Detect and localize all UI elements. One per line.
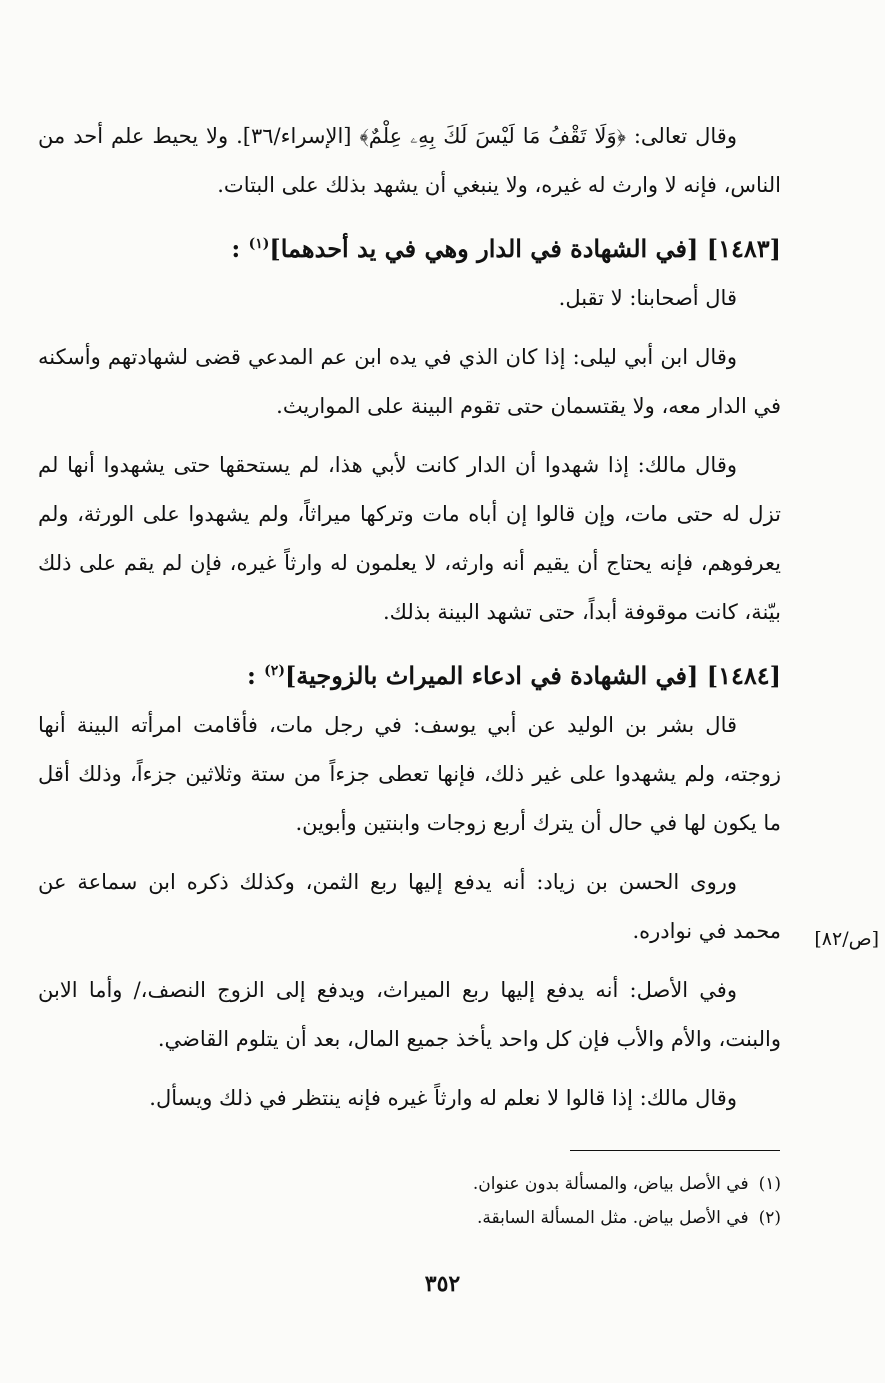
paragraph-ibn-abi-layla: وقال ابن أبي ليلى: إذا كان الذي في يده ابن عم المدعي قضى لشهادتهم وأسكنه في الدار معه، ولا يقتسمان حتى تقوم البينة على المواريث.	[38, 345, 781, 418]
main-text	[38, 112, 781, 1123]
paragraph-ashabuna: قال أصحابنا: لا تقبل.	[558, 286, 737, 310]
footnote-text: في الأصل بياض، والمسألة بدون عنوان.	[472, 1174, 749, 1194]
paragraph-hasan: وروى الحسن بن زياد: أنه يدفع إليها ربع الثمن، وكذلك ذكره ابن سماعة عن محمد في نوادره.	[38, 870, 781, 943]
paragraph-asl: وفي الأصل: أنه يدفع إليها ربع الميراث، ويدفع إلى الزوج النصف،/ وأما الابن والبنت، والأم والأب فإن كل واحد يأخذ جميع المال، بعد أن يتلوم القاضي.	[38, 978, 781, 1051]
margin-page-reference: [ص/٨٢]	[814, 928, 879, 950]
heading-colon: :	[246, 661, 256, 690]
footnote-marker-2: (٢)	[264, 663, 285, 679]
footnote-item	[473, 1201, 781, 1235]
paragraph-quran-quote: وقال تعالى: ﴿وَلَا تَقْفُ مَا لَيْسَ لَكَ بِهِۦ عِلْمٌ﴾ [الإسراء/٣٦]. ولا يحيط علم أحد من الناس، فإنه لا وارث له غيره، ولا ينبغي أن يشهد بذلك على البتات.	[38, 124, 781, 197]
paragraph-malik-2: وقال مالك: إذا قالوا لا نعلم له وارثاً غيره فإنه ينتظر في ذلك ويسأل.	[149, 1086, 737, 1110]
section-heading-1483	[38, 224, 781, 274]
paragraph-bishr: قال بشر بن الوليد عن أبي يوسف: في رجل مات، فأقامت امرأته البينة أنها زوجته، ولم يشهدوا على غير ذلك، فإنها تعطى جزءاً من ستة وثلاثين جزءاً، وذلك أقل ما يكون لها في حال أن يترك أربع زوجات وابنتين وأبوين.	[38, 713, 781, 835]
section-heading-1484	[38, 651, 781, 701]
heading-text: [١٤٨٣] [في الشهادة في الدار وهي في يد أحدهما]	[269, 234, 781, 263]
footnote-number: (١)	[758, 1174, 781, 1194]
footnotes	[473, 1167, 781, 1235]
footnote-text: في الأصل بياض. مثل المسألة السابقة.	[476, 1208, 749, 1228]
page-number: ٣٥٢	[424, 1271, 461, 1297]
footnote-number: (٢)	[758, 1208, 781, 1228]
footnote-divider	[570, 1150, 780, 1151]
heading-text: [١٤٨٤] [في الشهادة في ادعاء الميراث بالزوجية]	[284, 661, 781, 690]
paragraph-malik-1: وقال مالك: إذا شهدوا أن الدار كانت لأبي هذا، لم يستحقها حتى يشهدوا أنها لم تزل له حتى مات، وإن قالوا إن أباه مات وتركها ميراثاً، ولم يشهدوا على الورثة، ولم يعرفوهم، فإنه يحتاج أن يقيم أنه وارثه، لا يعلمون له وارثاً غيره، فإن لم يقم على ذلك بيّنة، كانت موقوفة أبداً، حتى تشهد البينة بذلك.	[38, 453, 781, 624]
footnote-item	[473, 1167, 781, 1201]
heading-colon: :	[231, 234, 241, 263]
footnote-marker-1: (١)	[248, 236, 270, 252]
